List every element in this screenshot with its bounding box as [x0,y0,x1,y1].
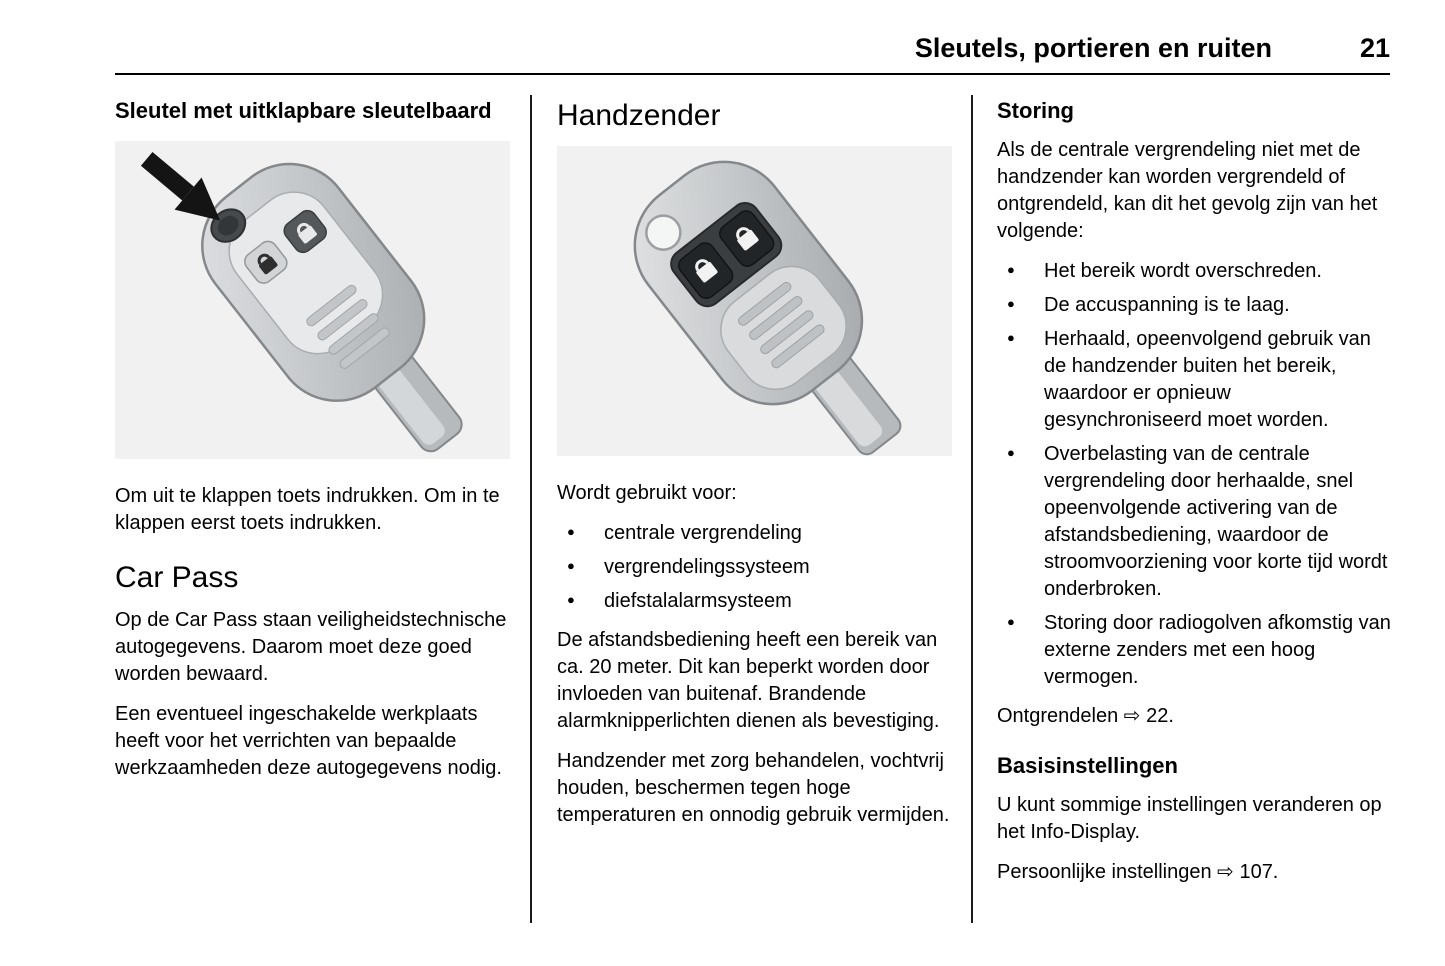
list-item: ● Herhaald, opeenvolgend gebruik van de handzender buiten het bereik, waardoor er opnieuw gesynchroniseerd moet worden. [997,326,1392,434]
heading-flip-key: Sleutel met uitklapbare sleutelbaard [115,98,492,123]
flip-key-illustration [115,141,510,459]
cross-reference-personal-settings: Persoonlijke instellingen ⇨ 107. [997,860,1279,883]
list-item: ● Storing door radiogolven afkomstig van externe zenders met een hoog vermogen. [997,610,1392,691]
chapter-title: Sleutels, portieren en ruiten [914,33,1272,63]
column-divider [530,95,532,923]
header-rule [115,73,1390,75]
fault-causes-list [997,258,1392,691]
remote-control-image [557,146,952,456]
remote-control-illustration [557,146,952,456]
paragraph-fold-instructions: Om uit te klappen toets indrukken. Om in te klappen eerst toets indrukken. [115,484,500,534]
column-middle [557,97,952,842]
heading-remote-control: Handzender [557,99,721,132]
list-item: ● Overbelasting van de centrale vergrendeling door herhaalde, snel opeenvolgende activering van de afstandsbediening, waardoor de stroomvoorziening voor korte tijd wordt onderbroken. [997,441,1392,603]
column-divider [971,95,973,923]
list-item: ● vergrendelingssysteem [557,554,952,581]
heading-fault: Storing [997,98,1074,123]
paragraph-fault-intro: Als de centrale vergrendeling niet met de handzender kan worden vergrendeld of ontgrendeld, kan dit het gevolg zijn van het volgende: [997,138,1378,242]
page-number: 21 [1359,33,1390,63]
paragraph-basic-settings: U kunt sommige instellingen veranderen op het Info-Display. [997,793,1382,843]
paragraph-car-pass-1: Op de Car Pass staan veiligheidstechnische autogegevens. Daarom moet deze goed worden bewaard. [115,609,507,686]
heading-car-pass: Car Pass [115,560,239,594]
key-fob-body [609,146,941,456]
list-item: ● De accuspanning is te laag. [997,292,1392,319]
remote-functions-list [557,520,952,615]
column-left [115,97,510,795]
column-right [997,97,1392,899]
list-item: ● diefstalalarmsysteem [557,588,952,615]
cross-reference-unlock: Ontgrendelen ⇨ 22. [997,704,1174,727]
list-item: ● centrale vergrendeling [557,520,952,547]
paragraph-range: De afstandsbediening heeft een bereik van ca. 20 meter. Dit kan beperkt worden door invloeden van buitenaf. Brandende alarmknipperlichten dienen als bevestiging. [557,628,940,732]
key-fob-body [177,141,502,459]
paragraph-care: Handzender met zorg behandelen, vochtvrij houden, beschermen tegen hoge temperaturen en onnodig gebruik vermijden. [557,749,950,826]
paragraph-used-for: Wordt gebruikt voor: [557,481,737,504]
paragraph-car-pass-2: Een eventueel ingeschakelde werkplaats heeft voor het verrichten van bepaalde werkzaamheden deze autogegevens nodig. [115,703,502,780]
page-header [115,34,1390,64]
list-item: ● Het bereik wordt overschreden. [997,258,1392,285]
flip-key-image [115,141,510,459]
heading-basic-settings: Basisinstellingen [997,752,1178,778]
